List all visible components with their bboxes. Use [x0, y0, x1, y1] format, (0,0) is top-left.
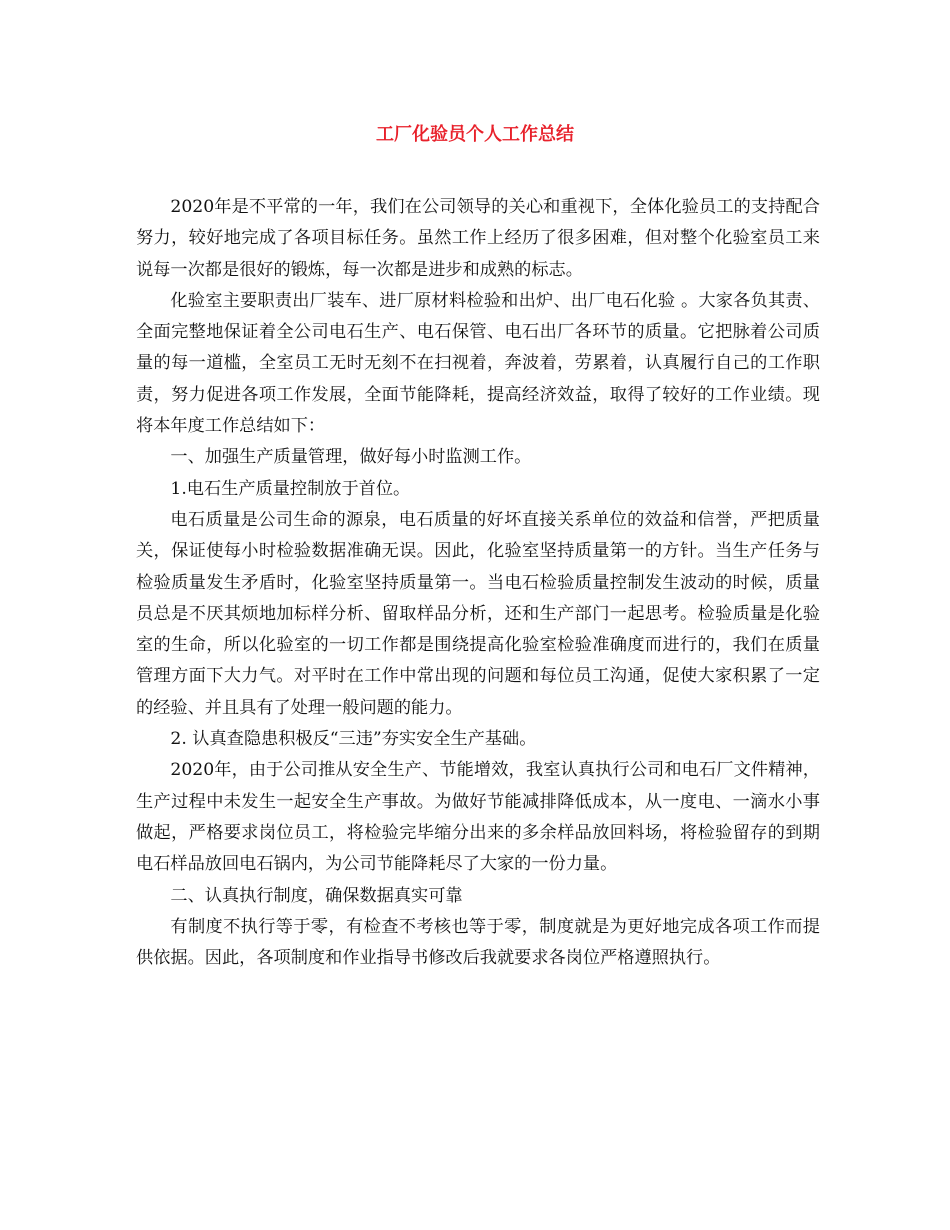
section-heading: 一、加强生产质量管理，做好每小时监测工作。 [170, 447, 532, 468]
paragraph: 电石质量是公司生命的源泉，电石质量的好坏直接关系单位的效益和信誉，严把质量关，保证使每小时检验数据准确无误。因此，化验室坚持质量第一的方针。当生产任务与检验质量发生矛盾时，化验室坚持质量第一。当电石检验质量控制发生波动的时候，质量员总是不厌其烦地加标样分析、留取样品分析，还和生产部门一起思考。检验质量是化验室的生命，所以化验室的一切工作都是围绕提高化验室检验准确度而进行的，我们在质量管理方面下大力气。对平时在工作中常出现的问题和每位员工沟通，促使大家积累了一定的经验、并且具有了处理一般问题的能力。 [136, 509, 820, 718]
document-body [136, 192, 820, 974]
paragraph: 化验室主要职责出厂装车、进厂原材料检验和出炉、出厂电石化验 。大家各负其责、全面完整地保证着全公司电石生产、电石保管、电石出厂各环节的质量。它把脉着公司质量的每一道槛，全室员工无时无刻不在扫视着，奔波着，劳累着，认真履行自己的工作职责，努力促进各项工作发展，全面节能降耗，提高经济效益，取得了较好的工作业绩。现将本年度工作总结如下： [136, 290, 820, 437]
paragraph: 有制度不执行等于零，有检查不考核也等于零，制度就是为更好地完成各项工作而提供依据。因此，各项制度和作业指导书修改后我就要求各岗位严格遵照执行。 [136, 916, 820, 969]
section-heading: 二、认真执行制度，确保数据真实可靠 [170, 885, 463, 906]
subsection-heading: 1.电石生产质量控制放于首位。 [170, 478, 411, 499]
document-title: 工厂化验员个人工作总结 [376, 124, 574, 145]
paragraph: 2020年，由于公司推从安全生产、节能增效，我室认真执行公司和电石厂文件精神，生产过程中未发生一起安全生产事故。为做好节能减排降低成本，从一度电、一滴水小事做起，严格要求岗位员工，将检验完毕缩分出来的多余样品放回料场，将检验留存的到期电石样品放回电石锅内，为公司节能降耗尽了大家的一份力量。 [136, 760, 820, 875]
subsection-heading: 2. 认真查隐患积极反“三违”夯实安全生产基础。 [170, 729, 537, 750]
paragraph: 2020年是不平常的一年，我们在公司领导的关心和重视下，全体化验员工的支持配合努力，较好地完成了各项目标任务。虽然工作上经历了很多困难，但对整个化验室员工来说每一次都是很好的锻炼，每一次都是进步和成熟的标志。 [136, 197, 820, 280]
